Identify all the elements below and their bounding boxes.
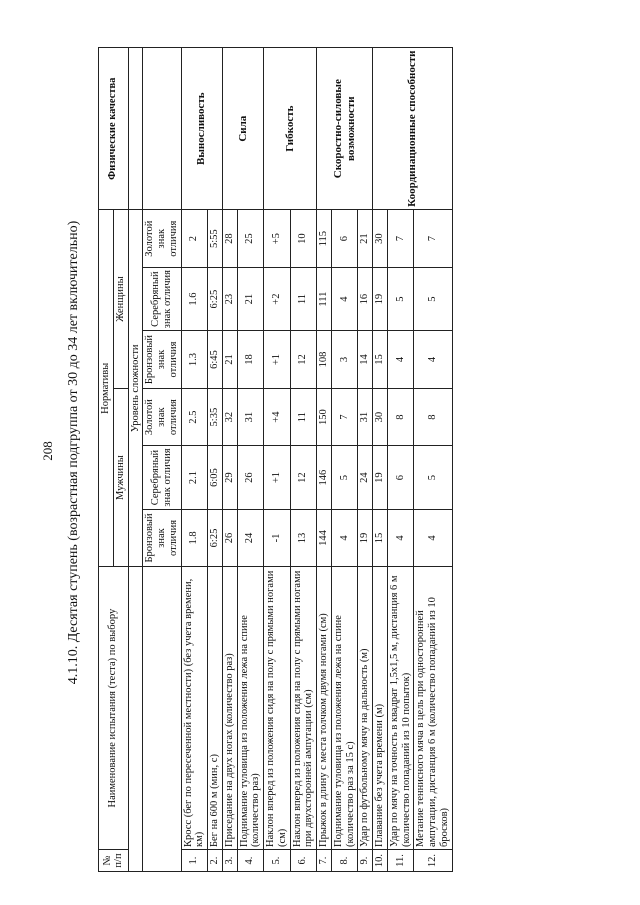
- men-bronze-value: 144: [317, 509, 332, 567]
- header-row-1: [99, 48, 114, 872]
- men-silver-value: 29: [222, 446, 237, 509]
- men-bronze-value: 4: [387, 509, 414, 567]
- col-header-men-bronze: Бронзовый знак отличия: [143, 509, 181, 567]
- col-header-no: № п/п: [99, 850, 129, 872]
- header-spacer-2: [143, 567, 181, 872]
- women-bronze-value: +1: [264, 331, 291, 389]
- row-number: 7.: [317, 850, 332, 872]
- men-silver-value: 6: [387, 446, 414, 509]
- row-number: 5.: [264, 850, 291, 872]
- women-gold-value: 28: [222, 210, 237, 268]
- women-silver-value: 1.6: [181, 267, 208, 330]
- header-spacer: [128, 567, 143, 872]
- women-silver-value: 5: [387, 267, 414, 330]
- test-name: Бег на 600 м (мин, с): [208, 567, 223, 850]
- women-bronze-value: 12: [290, 331, 317, 389]
- men-bronze-value: 4: [331, 509, 358, 567]
- quality-coordination: Координационные способности: [373, 48, 453, 210]
- men-gold-value: 150: [317, 388, 332, 446]
- women-gold-value: 5:55: [208, 210, 223, 268]
- men-bronze-value: 1.8: [181, 509, 208, 567]
- men-bronze-value: 15: [373, 509, 388, 567]
- women-bronze-value: 108: [317, 331, 332, 389]
- test-name: Метание теннисного мяча в цель при односторонней ампутации, дистанция 6 м (количество попаданий из 10 бросков): [414, 567, 452, 850]
- row-number: 2.: [208, 850, 223, 872]
- women-gold-value: 25: [237, 210, 264, 268]
- page-number: 208: [40, 441, 55, 461]
- men-gold-value: 31: [237, 388, 264, 446]
- row-number: 11.: [387, 850, 414, 872]
- test-name: Поднимание туловища из положения лежа на спине (количество раз): [237, 567, 264, 850]
- men-silver-value: 2.1: [181, 446, 208, 509]
- table-row: [317, 48, 332, 872]
- women-silver-value: +2: [264, 267, 291, 330]
- table-row: [181, 48, 208, 872]
- col-header-women-bronze: Бронзовый знак отличия: [143, 331, 181, 389]
- men-silver-value: 24: [358, 446, 373, 509]
- col-header-name: Наименование испытания (теста) по выбору: [99, 567, 129, 850]
- men-gold-value: 32: [222, 388, 237, 446]
- header-row-5: [143, 48, 181, 872]
- men-bronze-value: 26: [222, 509, 237, 567]
- row-number: 4.: [237, 850, 264, 872]
- row-number: 8.: [331, 850, 358, 872]
- men-silver-value: 26: [237, 446, 264, 509]
- test-name: Наклон вперед из положения сидя на полу с прямыми ногами (см): [264, 567, 291, 850]
- women-silver-value: 111: [317, 267, 332, 330]
- table-row: [373, 48, 388, 872]
- women-gold-value: 21: [358, 210, 373, 268]
- men-silver-value: 5: [331, 446, 358, 509]
- table-row: [222, 48, 237, 872]
- test-name: Наклон вперед из положения сидя на полу с прямыми ногами при двухсторонней ампутации (см): [290, 567, 317, 850]
- men-bronze-value: 13: [290, 509, 317, 567]
- header-spacer-right: [128, 48, 143, 210]
- test-name: Прыжок в длину с места толчком двумя ногами (см): [317, 567, 332, 850]
- men-bronze-value: 6:25: [208, 509, 223, 567]
- test-name: Плавание без учета времени (м): [373, 567, 388, 850]
- norms-table: [98, 47, 453, 872]
- women-silver-value: 11: [290, 267, 317, 330]
- section-title: 4.1.10. Десятая ступень (возрастная подгруппа от 30 до 34 лет включительно): [66, 220, 81, 685]
- col-header-women-silver: Серебряный знак отличия: [143, 267, 181, 330]
- col-header-women: Женщины: [113, 210, 128, 388]
- test-name: Удар по футбольному мячу на дальность (м): [358, 567, 373, 850]
- men-bronze-value: 4: [414, 509, 452, 567]
- women-gold-value: 10: [290, 210, 317, 268]
- quality-flexibility: Гибкость: [264, 48, 317, 210]
- women-bronze-value: 1.3: [181, 331, 208, 389]
- women-bronze-value: 4: [414, 331, 452, 389]
- col-header-level: Уровень сложности: [128, 210, 143, 567]
- col-header-men: Мужчины: [113, 388, 128, 566]
- women-bronze-value: 3: [331, 331, 358, 389]
- men-gold-value: 8: [387, 388, 414, 446]
- men-gold-value: 30: [373, 388, 388, 446]
- women-bronze-value: 6:45: [208, 331, 223, 389]
- men-silver-value: 19: [373, 446, 388, 509]
- test-name: Удар по мячу на точность в квадрат 1,5х1,5 м, дистанция 6 м (количество попаданий из 10 попыток): [387, 567, 414, 850]
- men-gold-value: +4: [264, 388, 291, 446]
- women-silver-value: 6:25: [208, 267, 223, 330]
- men-gold-value: 2.5: [181, 388, 208, 446]
- col-header-men-silver: Серебряный знак отличия: [143, 446, 181, 509]
- row-number: 9.: [358, 850, 373, 872]
- col-header-women-gold: Золотой знак отличия: [143, 210, 181, 268]
- women-bronze-value: 18: [237, 331, 264, 389]
- men-silver-value: 146: [317, 446, 332, 509]
- men-bronze-value: -1: [264, 509, 291, 567]
- row-number: 3.: [222, 850, 237, 872]
- test-name: Приседание на двух ногах (количество раз): [222, 567, 237, 850]
- women-silver-value: 5: [414, 267, 452, 330]
- women-gold-value: 6: [331, 210, 358, 268]
- women-bronze-value: 14: [358, 331, 373, 389]
- men-gold-value: 11: [290, 388, 317, 446]
- women-gold-value: 30: [373, 210, 388, 268]
- men-gold-value: 31: [358, 388, 373, 446]
- women-gold-value: 115: [317, 210, 332, 268]
- women-bronze-value: 15: [373, 331, 388, 389]
- header-spacer-right-2: [143, 48, 181, 210]
- men-gold-value: 5:35: [208, 388, 223, 446]
- women-gold-value: 2: [181, 210, 208, 268]
- row-number: 1.: [181, 850, 208, 872]
- men-gold-value: 7: [331, 388, 358, 446]
- test-name: Кросс (бег по пересеченной местности) (без учета времени, км): [181, 567, 208, 850]
- men-bronze-value: 19: [358, 509, 373, 567]
- row-number: 10.: [373, 850, 388, 872]
- col-header-norms: Нормативы: [99, 210, 114, 567]
- women-bronze-value: 4: [387, 331, 414, 389]
- men-silver-value: 12: [290, 446, 317, 509]
- quality-strength: Сила: [222, 48, 263, 210]
- quality-speed-strength: Скоростно-силовые возможности: [317, 48, 373, 210]
- women-silver-value: 19: [373, 267, 388, 330]
- header-row-4: [128, 48, 143, 872]
- row-number: 12.: [414, 850, 452, 872]
- men-gold-value: 8: [414, 388, 452, 446]
- women-silver-value: 21: [237, 267, 264, 330]
- women-gold-value: 7: [387, 210, 414, 268]
- col-header-quality: Физические качества: [99, 48, 129, 210]
- men-silver-value: +1: [264, 446, 291, 509]
- women-silver-value: 23: [222, 267, 237, 330]
- test-name: Поднимание туловища из положения лежа на спине (количество раз за 15 с): [331, 567, 358, 850]
- col-header-men-gold: Золотой знак отличия: [143, 388, 181, 446]
- men-silver-value: 6:05: [208, 446, 223, 509]
- men-silver-value: 5: [414, 446, 452, 509]
- women-gold-value: +5: [264, 210, 291, 268]
- men-bronze-value: 24: [237, 509, 264, 567]
- women-gold-value: 7: [414, 210, 452, 268]
- women-silver-value: 16: [358, 267, 373, 330]
- row-number: 6.: [290, 850, 317, 872]
- women-bronze-value: 21: [222, 331, 237, 389]
- women-silver-value: 4: [331, 267, 358, 330]
- quality-endurance: Выносливость: [181, 48, 222, 210]
- table-row: [264, 48, 291, 872]
